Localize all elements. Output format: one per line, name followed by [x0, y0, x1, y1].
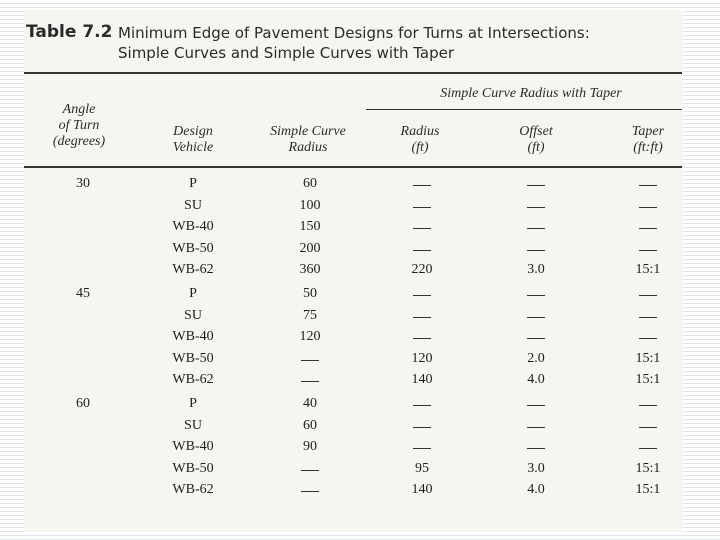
- simple-radius-cell: 200: [299, 240, 321, 256]
- vehicle-cell: WB-62: [172, 372, 214, 388]
- taper-cell: 15:1: [635, 372, 661, 388]
- taper-dash-cell: [639, 207, 657, 208]
- header-angle-of-turn: Angle of Turn (degrees): [52, 102, 106, 149]
- vehicle-cell: WB-62: [172, 262, 214, 278]
- vehicle-cell: WB-50: [172, 460, 214, 476]
- radius-dash-cell: [413, 295, 431, 296]
- header-simple-curve-radius: Simple Curve Radius: [270, 124, 346, 155]
- taper-dash-cell: [639, 338, 657, 339]
- radius-dash-cell: [413, 448, 431, 449]
- vehicle-cell: P: [189, 176, 197, 191]
- simple-radius-dash-cell: [301, 491, 319, 492]
- radius-dash-cell: [413, 250, 431, 251]
- simple-radius-cell: 60: [303, 176, 317, 191]
- simple-radius-cell: 50: [303, 286, 317, 301]
- vehicle-cell: SU: [184, 417, 202, 433]
- offset-dash-cell: [527, 207, 545, 208]
- header-bottom-rule: [24, 166, 682, 168]
- simple-radius-dash-cell: [301, 381, 319, 382]
- offset-cell: 4.0: [527, 482, 545, 498]
- radius-cell: 140: [411, 372, 433, 388]
- offset-dash-cell: [527, 448, 545, 449]
- offset-cell: 2.0: [527, 350, 545, 366]
- taper-cell: 15:1: [635, 482, 661, 498]
- angle-of-turn-cell: 30: [76, 176, 90, 191]
- offset-dash-cell: [527, 338, 545, 339]
- simple-radius-dash-cell: [301, 470, 319, 471]
- radius-dash-cell: [413, 317, 431, 318]
- scanned-table-page: [24, 10, 682, 532]
- vehicle-cell: WB-40: [172, 329, 214, 345]
- header-offset: Offset (ft): [519, 124, 553, 155]
- taper-cell: 15:1: [635, 350, 661, 366]
- offset-dash-cell: [527, 185, 545, 186]
- radius-cell: 140: [411, 482, 433, 498]
- offset-dash-cell: [527, 405, 545, 406]
- simple-radius-cell: 100: [299, 197, 321, 213]
- offset-dash-cell: [527, 317, 545, 318]
- taper-dash-cell: [639, 405, 657, 406]
- offset-dash-cell: [527, 250, 545, 251]
- simple-radius-cell: 40: [303, 396, 317, 411]
- group-header-rule: [366, 109, 682, 110]
- vehicle-cell: SU: [184, 307, 202, 323]
- taper-cell: 15:1: [635, 262, 661, 278]
- radius-cell: 95: [415, 460, 429, 476]
- vehicle-cell: WB-50: [172, 350, 214, 366]
- taper-dash-cell: [639, 317, 657, 318]
- vehicle-cell: SU: [184, 197, 202, 213]
- radius-dash-cell: [413, 228, 431, 229]
- angle-of-turn-cell: 60: [76, 396, 90, 411]
- radius-dash-cell: [413, 207, 431, 208]
- offset-cell: 3.0: [527, 460, 545, 476]
- radius-dash-cell: [413, 338, 431, 339]
- offset-cell: 4.0: [527, 372, 545, 388]
- vehicle-cell: P: [189, 286, 197, 301]
- taper-dash-cell: [639, 185, 657, 186]
- vehicle-cell: P: [189, 396, 197, 411]
- radius-dash-cell: [413, 427, 431, 428]
- vehicle-cell: WB-40: [172, 439, 214, 455]
- taper-dash-cell: [639, 250, 657, 251]
- top-rule: [24, 72, 682, 74]
- header-taper: Taper (ft:ft): [631, 124, 665, 155]
- offset-dash-cell: [527, 427, 545, 428]
- radius-dash-cell: [413, 405, 431, 406]
- radius-cell: 120: [411, 350, 433, 366]
- header-design-vehicle: Design Vehicle: [172, 124, 214, 155]
- vehicle-cell: WB-50: [172, 240, 214, 256]
- offset-dash-cell: [527, 228, 545, 229]
- taper-dash-cell: [639, 228, 657, 229]
- simple-radius-cell: 75: [303, 307, 317, 323]
- offset-dash-cell: [527, 295, 545, 296]
- header-radius: Radius (ft): [400, 124, 440, 155]
- taper-cell: 15:1: [635, 460, 661, 476]
- radius-cell: 220: [411, 262, 433, 278]
- taper-dash-cell: [639, 448, 657, 449]
- simple-radius-cell: 150: [299, 219, 321, 235]
- simple-radius-cell: 360: [299, 262, 321, 278]
- taper-dash-cell: [639, 295, 657, 296]
- simple-radius-cell: 120: [299, 329, 321, 345]
- group-header: Simple Curve Radius with Taper: [440, 86, 622, 101]
- table-title-line-2: Simple Curves and Simple Curves with Taper: [118, 44, 455, 62]
- offset-cell: 3.0: [527, 262, 545, 278]
- vehicle-cell: WB-62: [172, 482, 214, 498]
- simple-radius-cell: 90: [303, 439, 317, 455]
- simple-radius-cell: 60: [303, 417, 317, 433]
- table-title-line-1: Minimum Edge of Pavement Designs for Turns at Intersections:: [118, 24, 590, 42]
- table-number: Table 7.2: [26, 22, 113, 42]
- vehicle-cell: WB-40: [172, 219, 214, 235]
- simple-radius-dash-cell: [301, 360, 319, 361]
- taper-dash-cell: [639, 427, 657, 428]
- angle-of-turn-cell: 45: [76, 286, 90, 301]
- radius-dash-cell: [413, 185, 431, 186]
